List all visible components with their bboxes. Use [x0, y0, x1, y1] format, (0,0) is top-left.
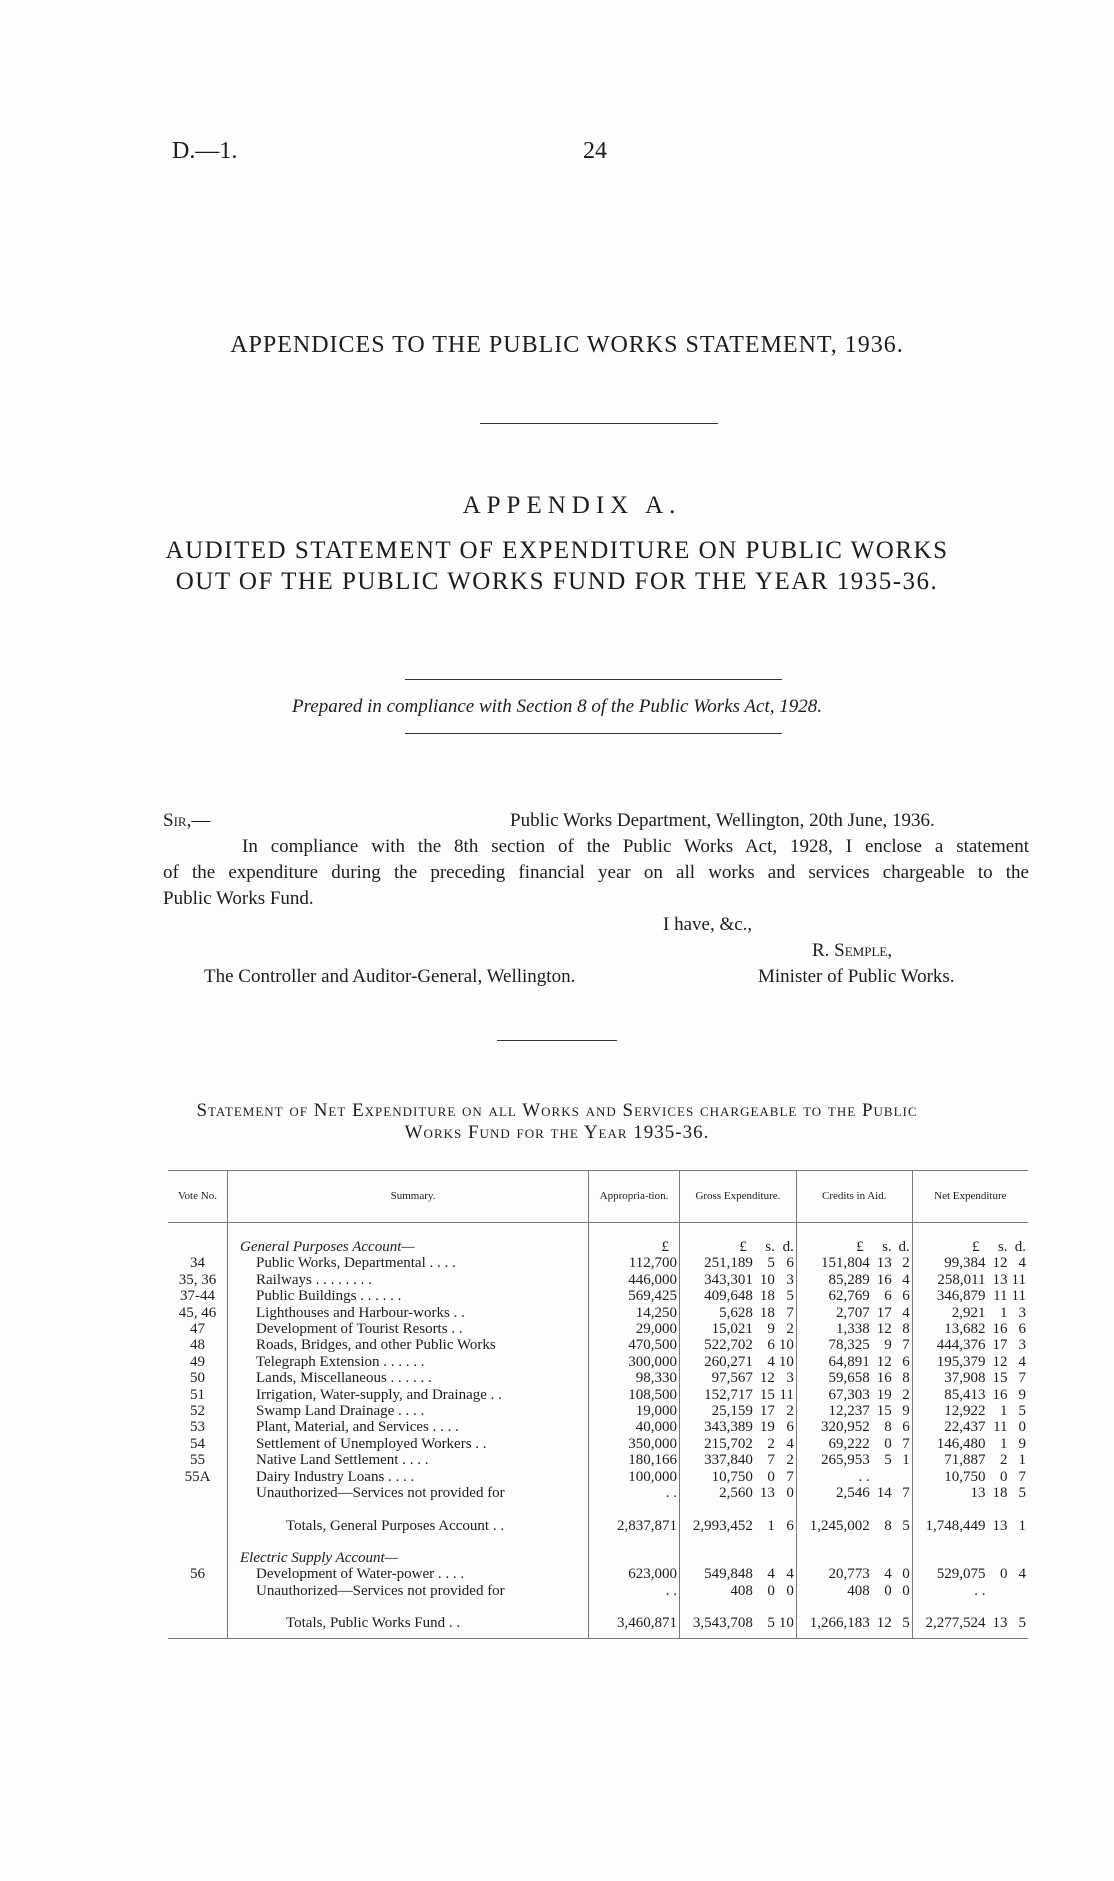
col-header-net: Net Expenditure	[912, 1170, 1028, 1223]
summary-label: Public Buildings . . . . . .	[228, 1288, 589, 1304]
vote-number: 50	[168, 1370, 228, 1386]
col-header-vote: Vote No.	[168, 1170, 228, 1223]
summary-label: Irrigation, Water-supply, and Drainage . .	[228, 1387, 589, 1403]
amount-pounds: 22,437	[944, 1419, 986, 1436]
prepared-rule-top	[405, 679, 782, 680]
summary-label: Roads, Bridges, and other Public Works	[228, 1337, 589, 1353]
amount-shillings: 7	[767, 1452, 775, 1469]
vote-number: 49	[168, 1354, 228, 1370]
amount-pence: 9	[1018, 1435, 1026, 1452]
letter-body-line3: Public Works Fund.	[163, 888, 314, 909]
amount-shillings: 16	[992, 1386, 1008, 1403]
amount-pence: 3	[1018, 1337, 1026, 1354]
amount-pounds: 12,237	[828, 1403, 870, 1420]
amount-shillings: 17	[759, 1403, 775, 1420]
amount-shillings: 9	[767, 1321, 775, 1338]
amount-pounds: 2,921	[951, 1304, 986, 1321]
amount-pounds: 59,658	[828, 1370, 870, 1387]
amount-pounds: 37,908	[944, 1370, 986, 1387]
table-row	[168, 1583, 1028, 1599]
amount-shillings: 9	[884, 1337, 892, 1354]
amount-pounds: 1,266,183	[809, 1615, 870, 1632]
summary-label: Unauthorized—Services not provided for	[228, 1485, 589, 1501]
amount-pence: 4	[1018, 1255, 1026, 1272]
table-row	[168, 1321, 1028, 1337]
amount-pence: 11	[1011, 1288, 1026, 1305]
vote-number: 48	[168, 1337, 228, 1353]
unit-shillings: s.	[997, 1239, 1008, 1255]
summary-label: Development of Water-power . . . .	[228, 1566, 589, 1582]
vote-number: 34	[168, 1255, 228, 1271]
amount-pence: 6	[1018, 1321, 1026, 1338]
amount-pence: 11	[777, 1387, 797, 1403]
amount-shillings: 18	[759, 1288, 775, 1305]
amount-pence: 7	[777, 1469, 797, 1485]
amount-pounds: . .	[858, 1468, 870, 1485]
amount-pounds: 1,245,002	[809, 1517, 870, 1534]
amount-pence: 0	[1018, 1419, 1026, 1436]
amount-shillings: 8	[884, 1517, 892, 1534]
amount-pence: 7	[894, 1485, 913, 1501]
amount-shillings: 4	[884, 1566, 892, 1583]
amount-pounds: 97,567	[711, 1370, 753, 1387]
table-row	[168, 1337, 1028, 1353]
amount-pence: 1	[1018, 1452, 1026, 1469]
letter-closing: I have, &c.,	[663, 914, 753, 935]
amount-pounds: 10,750	[944, 1468, 986, 1485]
amount-shillings: 17	[992, 1337, 1008, 1354]
appropriation-total: 2,837,871	[589, 1518, 680, 1534]
amount-pence: 6	[894, 1288, 913, 1304]
amount-pounds: 408	[847, 1582, 870, 1599]
amount-pounds: 343,301	[704, 1271, 753, 1288]
col-header-appropriation: Appropria-tion.	[589, 1170, 680, 1223]
vote-number: 56	[168, 1566, 228, 1582]
summary-label: Native Land Settlement . . . .	[228, 1452, 589, 1468]
summary-label: Railways . . . . . . . .	[228, 1272, 589, 1288]
amount-shillings: 5	[884, 1452, 892, 1469]
summary-label: Settlement of Unemployed Workers . .	[228, 1436, 589, 1452]
vote-number: 55A	[168, 1469, 228, 1485]
amount-pence: 7	[1018, 1370, 1026, 1387]
amount-pounds: 408	[730, 1582, 753, 1599]
amount-shillings: 6	[884, 1288, 892, 1305]
amount-pence: 11	[1011, 1271, 1026, 1288]
amount-pounds: 320,952	[820, 1419, 870, 1436]
appropriation-amount: 623,000	[589, 1566, 680, 1582]
amount-shillings: 18	[759, 1304, 775, 1321]
amount-pounds: 444,376	[936, 1337, 986, 1354]
unit-pound: £	[856, 1239, 864, 1255]
col-header-credits: Credits in Aid.	[796, 1170, 912, 1223]
amount-pounds: 549,848	[704, 1566, 753, 1583]
summary-label: Swamp Land Drainage . . . .	[228, 1403, 589, 1419]
amount-pounds: 260,271	[704, 1353, 753, 1370]
amount-shillings	[988, 1583, 1010, 1599]
appendix-heading: APPENDIX A.	[462, 492, 682, 519]
prepared-note: Prepared in compliance with Section 8 of the Public Works Act, 1928.	[292, 696, 822, 717]
amount-pounds: 195,379	[936, 1353, 986, 1370]
amount-pence: 3	[777, 1370, 797, 1386]
unit-pence: d.	[1014, 1239, 1026, 1255]
appropriation-amount: 470,500	[589, 1337, 680, 1353]
amount-shillings	[872, 1469, 894, 1485]
amount-pounds: 146,480	[936, 1435, 986, 1452]
amount-pounds: 2,277,524	[925, 1615, 986, 1632]
amount-pounds: 409,648	[704, 1288, 753, 1305]
amount-pence: 5	[894, 1518, 913, 1534]
amount-pence: 4	[777, 1436, 797, 1452]
amount-shillings: 13	[876, 1255, 892, 1272]
appropriation-amount: 40,000	[589, 1419, 680, 1435]
vote-number	[168, 1485, 228, 1501]
amount-pounds: 85,413	[944, 1386, 986, 1403]
fund-totals-row	[168, 1615, 1028, 1631]
amount-shillings: 0	[1000, 1468, 1008, 1485]
table-row	[168, 1354, 1028, 1370]
amount-pounds: 343,389	[704, 1419, 753, 1436]
table-row	[168, 1452, 1028, 1468]
amount-pence: 2	[777, 1321, 797, 1337]
amount-shillings: 11	[993, 1288, 1008, 1305]
summary-label: Dairy Industry Loans . . . .	[228, 1469, 589, 1485]
amount-shillings: 4	[767, 1353, 775, 1370]
summary-label: Telegraph Extension . . . . . .	[228, 1354, 589, 1370]
amount-shillings: 10	[759, 1271, 775, 1288]
amount-pounds: 522,702	[704, 1337, 753, 1354]
amount-pence	[894, 1469, 913, 1485]
amount-pence: 6	[777, 1419, 797, 1435]
document-reference: D.—1.	[172, 138, 238, 164]
amount-shillings: 15	[876, 1403, 892, 1420]
amount-pence: 4	[894, 1305, 913, 1321]
amount-pence: 6	[894, 1419, 913, 1435]
summary-label: Development of Tourist Resorts . .	[228, 1321, 589, 1337]
vote-number: 53	[168, 1419, 228, 1435]
amount-shillings: 17	[876, 1304, 892, 1321]
summary-label: Lighthouses and Harbour-works . .	[228, 1305, 589, 1321]
amount-pounds: 5,628	[719, 1304, 753, 1321]
amount-pence: 10	[777, 1354, 797, 1370]
amount-shillings: 0	[1000, 1566, 1008, 1583]
amount-pounds: 12,922	[944, 1403, 986, 1420]
amount-pence: 10	[777, 1615, 797, 1631]
appropriation-amount: 446,000	[589, 1272, 680, 1288]
amount-pounds: 62,769	[828, 1288, 870, 1305]
amount-pence: 7	[894, 1337, 913, 1353]
amount-pence: 7	[777, 1305, 797, 1321]
appropriation-amount: 350,000	[589, 1436, 680, 1452]
amount-pence: 3	[777, 1272, 797, 1288]
amount-pence: 8	[894, 1370, 913, 1386]
appropriation-total: 3,460,871	[589, 1615, 680, 1631]
amount-pence: 5	[1018, 1615, 1026, 1632]
amount-pence: 8	[894, 1321, 913, 1337]
vote-number: 54	[168, 1436, 228, 1452]
amount-shillings: 6	[767, 1337, 775, 1354]
page-number: 24	[583, 138, 607, 164]
amount-shillings: 15	[992, 1370, 1008, 1387]
summary-label: Unauthorized—Services not provided for	[228, 1583, 589, 1599]
amount-shillings: 13	[992, 1271, 1008, 1288]
amount-pence: 5	[1018, 1485, 1026, 1502]
amount-pence: 9	[894, 1403, 913, 1419]
amount-pounds: 99,384	[944, 1255, 986, 1272]
appropriation-amount: . .	[589, 1583, 680, 1599]
vote-number: 51	[168, 1387, 228, 1403]
amount-pounds: 152,717	[704, 1386, 753, 1403]
statement-title-line1: Statement of Net Expenditure on all Works and Services chargeable to the Public	[196, 1100, 918, 1121]
amount-pence: 2	[894, 1387, 913, 1403]
unit-pound: £	[972, 1239, 980, 1255]
vote-number: 47	[168, 1321, 228, 1337]
amount-pounds: 71,887	[944, 1452, 986, 1469]
unit-pence: d.	[777, 1239, 797, 1255]
letter-addressee: The Controller and Auditor-General, Wellington.	[204, 966, 576, 987]
general-totals-row	[168, 1518, 1028, 1534]
vote-number: 45, 46	[168, 1305, 228, 1321]
amount-pounds: 85,289	[828, 1271, 870, 1288]
amount-pence: 7	[894, 1436, 913, 1452]
amount-shillings: 11	[993, 1419, 1008, 1436]
amount-shillings: 12	[876, 1615, 892, 1632]
amount-shillings: 1	[1000, 1403, 1008, 1420]
amount-pence: 10	[777, 1337, 797, 1353]
amount-pounds: . .	[974, 1582, 986, 1599]
amount-pence: 1	[1018, 1517, 1026, 1534]
appendix-subtitle-line1: AUDITED STATEMENT OF EXPENDITURE ON PUBLIC WORKS	[165, 537, 949, 564]
appropriation-amount: . .	[589, 1485, 680, 1501]
table-row	[168, 1370, 1028, 1386]
amount-pounds: 13,682	[944, 1321, 986, 1338]
table-row	[168, 1419, 1028, 1435]
amount-pence: 2	[894, 1255, 913, 1271]
amount-shillings: 0	[884, 1582, 892, 1599]
amount-pounds: 151,804	[820, 1255, 870, 1272]
amount-pounds: 529,075	[936, 1566, 986, 1583]
amount-shillings: 13	[992, 1615, 1008, 1632]
appropriation-amount: 300,000	[589, 1354, 680, 1370]
letter-salutation: Sir,—	[163, 810, 211, 831]
amount-shillings: 12	[759, 1370, 775, 1387]
amount-pounds: 1,748,449	[925, 1517, 986, 1534]
appropriation-amount: 569,425	[589, 1288, 680, 1304]
amount-shillings: 12	[992, 1255, 1008, 1272]
amount-pence: 4	[1018, 1353, 1026, 1370]
amount-pence: 0	[894, 1583, 913, 1599]
amount-pence: 5	[777, 1288, 797, 1304]
units-row	[168, 1239, 1028, 1255]
totals-label: Totals, General Purposes Account . .	[228, 1518, 589, 1534]
amount-pence: 5	[1018, 1403, 1026, 1420]
amount-pounds: 69,222	[828, 1435, 870, 1452]
amount-pounds: 337,840	[704, 1452, 753, 1469]
summary-label: Plant, Material, and Services . . . .	[228, 1419, 589, 1435]
amount-pence	[1010, 1583, 1028, 1599]
table-row	[168, 1436, 1028, 1452]
unit-pound: £	[589, 1239, 680, 1255]
electric-account-heading: Electric Supply Account—	[228, 1550, 589, 1566]
amount-pence: 0	[777, 1485, 797, 1501]
amount-pounds: 2,993,452	[692, 1517, 753, 1534]
statement-title-line2: Works Fund for the Year 1935-36.	[404, 1122, 710, 1143]
amount-shillings: 0	[767, 1582, 775, 1599]
amount-pounds: 78,325	[828, 1337, 870, 1354]
amount-shillings: 13	[759, 1485, 775, 1502]
table-body	[168, 1223, 1028, 1639]
amount-pounds: 2,560	[719, 1485, 753, 1502]
amount-shillings: 5	[767, 1615, 775, 1632]
amount-pence: 6	[777, 1255, 797, 1271]
amount-pence: 4	[894, 1272, 913, 1288]
table-row	[168, 1387, 1028, 1403]
amount-pounds: 25,159	[711, 1403, 753, 1420]
table-row	[168, 1485, 1028, 1501]
amount-shillings: 19	[759, 1419, 775, 1436]
amount-shillings: 4	[767, 1566, 775, 1583]
amount-pence: 2	[777, 1452, 797, 1468]
amount-pounds: 15,021	[711, 1321, 753, 1338]
amount-pence: 0	[777, 1583, 797, 1599]
summary-label: Lands, Miscellaneous . . . . . .	[228, 1370, 589, 1386]
amount-pounds: 10,750	[711, 1468, 753, 1485]
col-header-summary: Summary.	[228, 1170, 589, 1223]
table-row	[168, 1469, 1028, 1485]
amount-pounds: 2,707	[835, 1304, 870, 1321]
unit-shillings: s.	[882, 1239, 892, 1255]
amount-pence: 9	[1018, 1386, 1026, 1403]
unit-pence: d.	[894, 1239, 913, 1255]
amount-shillings: 14	[876, 1485, 892, 1502]
amount-pence: 1	[894, 1452, 913, 1468]
amount-pounds: 13	[970, 1485, 986, 1502]
appropriation-amount: 14,250	[589, 1305, 680, 1321]
vote-number: 52	[168, 1403, 228, 1419]
amount-pence: 2	[777, 1403, 797, 1419]
amount-pence: 0	[894, 1566, 913, 1582]
amount-pounds: 265,953	[820, 1452, 870, 1469]
amount-pence: 5	[894, 1615, 913, 1631]
appropriation-amount: 98,330	[589, 1370, 680, 1386]
vote-number: 55	[168, 1452, 228, 1468]
amount-pence: 3	[1018, 1304, 1026, 1321]
amount-shillings: 2	[1000, 1452, 1008, 1469]
amount-pounds: 3,543,708	[692, 1615, 753, 1632]
amount-shillings: 1	[767, 1517, 775, 1534]
amount-shillings: 16	[876, 1271, 892, 1288]
amount-pounds: 67,303	[828, 1386, 870, 1403]
appropriation-amount: 29,000	[589, 1321, 680, 1337]
amount-shillings: 18	[992, 1485, 1008, 1502]
letter-body-line2: of the expenditure during the preceding financial year on all works and services chargeable to the	[163, 862, 1029, 883]
prepared-rule-bottom	[405, 733, 782, 734]
amount-pence: 7	[1018, 1468, 1026, 1485]
amount-shillings: 1	[1000, 1435, 1008, 1452]
amount-pounds: 258,011	[937, 1271, 986, 1288]
letter-body-line1: In compliance with the 8th section of the Public Works Act, 1928, I enclose a statement	[242, 836, 1029, 857]
letter-signatory: R. Semple,	[812, 940, 893, 961]
appropriation-amount: 112,700	[589, 1255, 680, 1271]
appropriation-amount: 180,166	[589, 1452, 680, 1468]
vote-number: 37-44	[168, 1288, 228, 1304]
table-row	[168, 1288, 1028, 1304]
unit-shillings: s.	[765, 1239, 775, 1255]
amount-pence: 6	[894, 1354, 913, 1370]
table-row	[168, 1255, 1028, 1271]
appropriation-amount: 19,000	[589, 1403, 680, 1419]
appendix-subtitle-line2: OUT OF THE PUBLIC WORKS FUND FOR THE YEAR 1935-36.	[175, 568, 939, 595]
table-row	[168, 1305, 1028, 1321]
amount-pence: 4	[777, 1566, 797, 1582]
amount-pounds: 2,546	[835, 1485, 870, 1502]
amount-shillings: 2	[767, 1435, 775, 1452]
amount-shillings: 13	[992, 1517, 1008, 1534]
amount-shillings: 5	[767, 1255, 775, 1272]
vote-number	[168, 1583, 228, 1599]
appropriation-amount: 100,000	[589, 1469, 680, 1485]
letter-divider	[497, 1040, 617, 1041]
expenditure-table	[168, 1170, 1028, 1639]
amount-shillings: 16	[992, 1321, 1008, 1338]
amount-pounds: 64,891	[828, 1353, 870, 1370]
title-divider	[480, 423, 718, 424]
amount-shillings: 12	[876, 1321, 892, 1338]
table-row	[168, 1272, 1028, 1288]
page-title: APPENDICES TO THE PUBLIC WORKS STATEMENT, 1936.	[230, 332, 904, 358]
table-row	[168, 1566, 1028, 1582]
amount-pence: 4	[1018, 1566, 1026, 1583]
amount-pounds: 346,879	[936, 1288, 986, 1305]
amount-pounds: 251,189	[704, 1255, 753, 1272]
amount-pounds: 20,773	[828, 1566, 870, 1583]
amount-shillings: 16	[876, 1370, 892, 1387]
amount-shillings: 19	[876, 1386, 892, 1403]
amount-shillings: 0	[884, 1435, 892, 1452]
vote-number: 35, 36	[168, 1272, 228, 1288]
amount-shillings: 12	[992, 1353, 1008, 1370]
appropriation-amount: 108,500	[589, 1387, 680, 1403]
amount-shillings: 8	[884, 1419, 892, 1436]
amount-pounds: 1,338	[835, 1321, 870, 1338]
table-row	[168, 1403, 1028, 1419]
totals-label: Totals, Public Works Fund . .	[228, 1615, 589, 1631]
letter-dateline: Public Works Department, Wellington, 20th June, 1936.	[510, 810, 935, 831]
col-header-gross: Gross Expenditure.	[680, 1170, 797, 1223]
amount-shillings: 12	[876, 1353, 892, 1370]
amount-shillings: 15	[759, 1386, 775, 1403]
general-account-heading: General Purposes Account—	[228, 1239, 589, 1255]
summary-label: Public Works, Departmental . . . .	[228, 1255, 589, 1271]
amount-pounds: 215,702	[704, 1435, 753, 1452]
amount-pence: 6	[777, 1518, 797, 1534]
unit-pound: £	[739, 1239, 747, 1255]
amount-shillings: 0	[767, 1468, 775, 1485]
letter-signatory-title: Minister of Public Works.	[758, 966, 955, 987]
amount-shillings: 1	[1000, 1304, 1008, 1321]
